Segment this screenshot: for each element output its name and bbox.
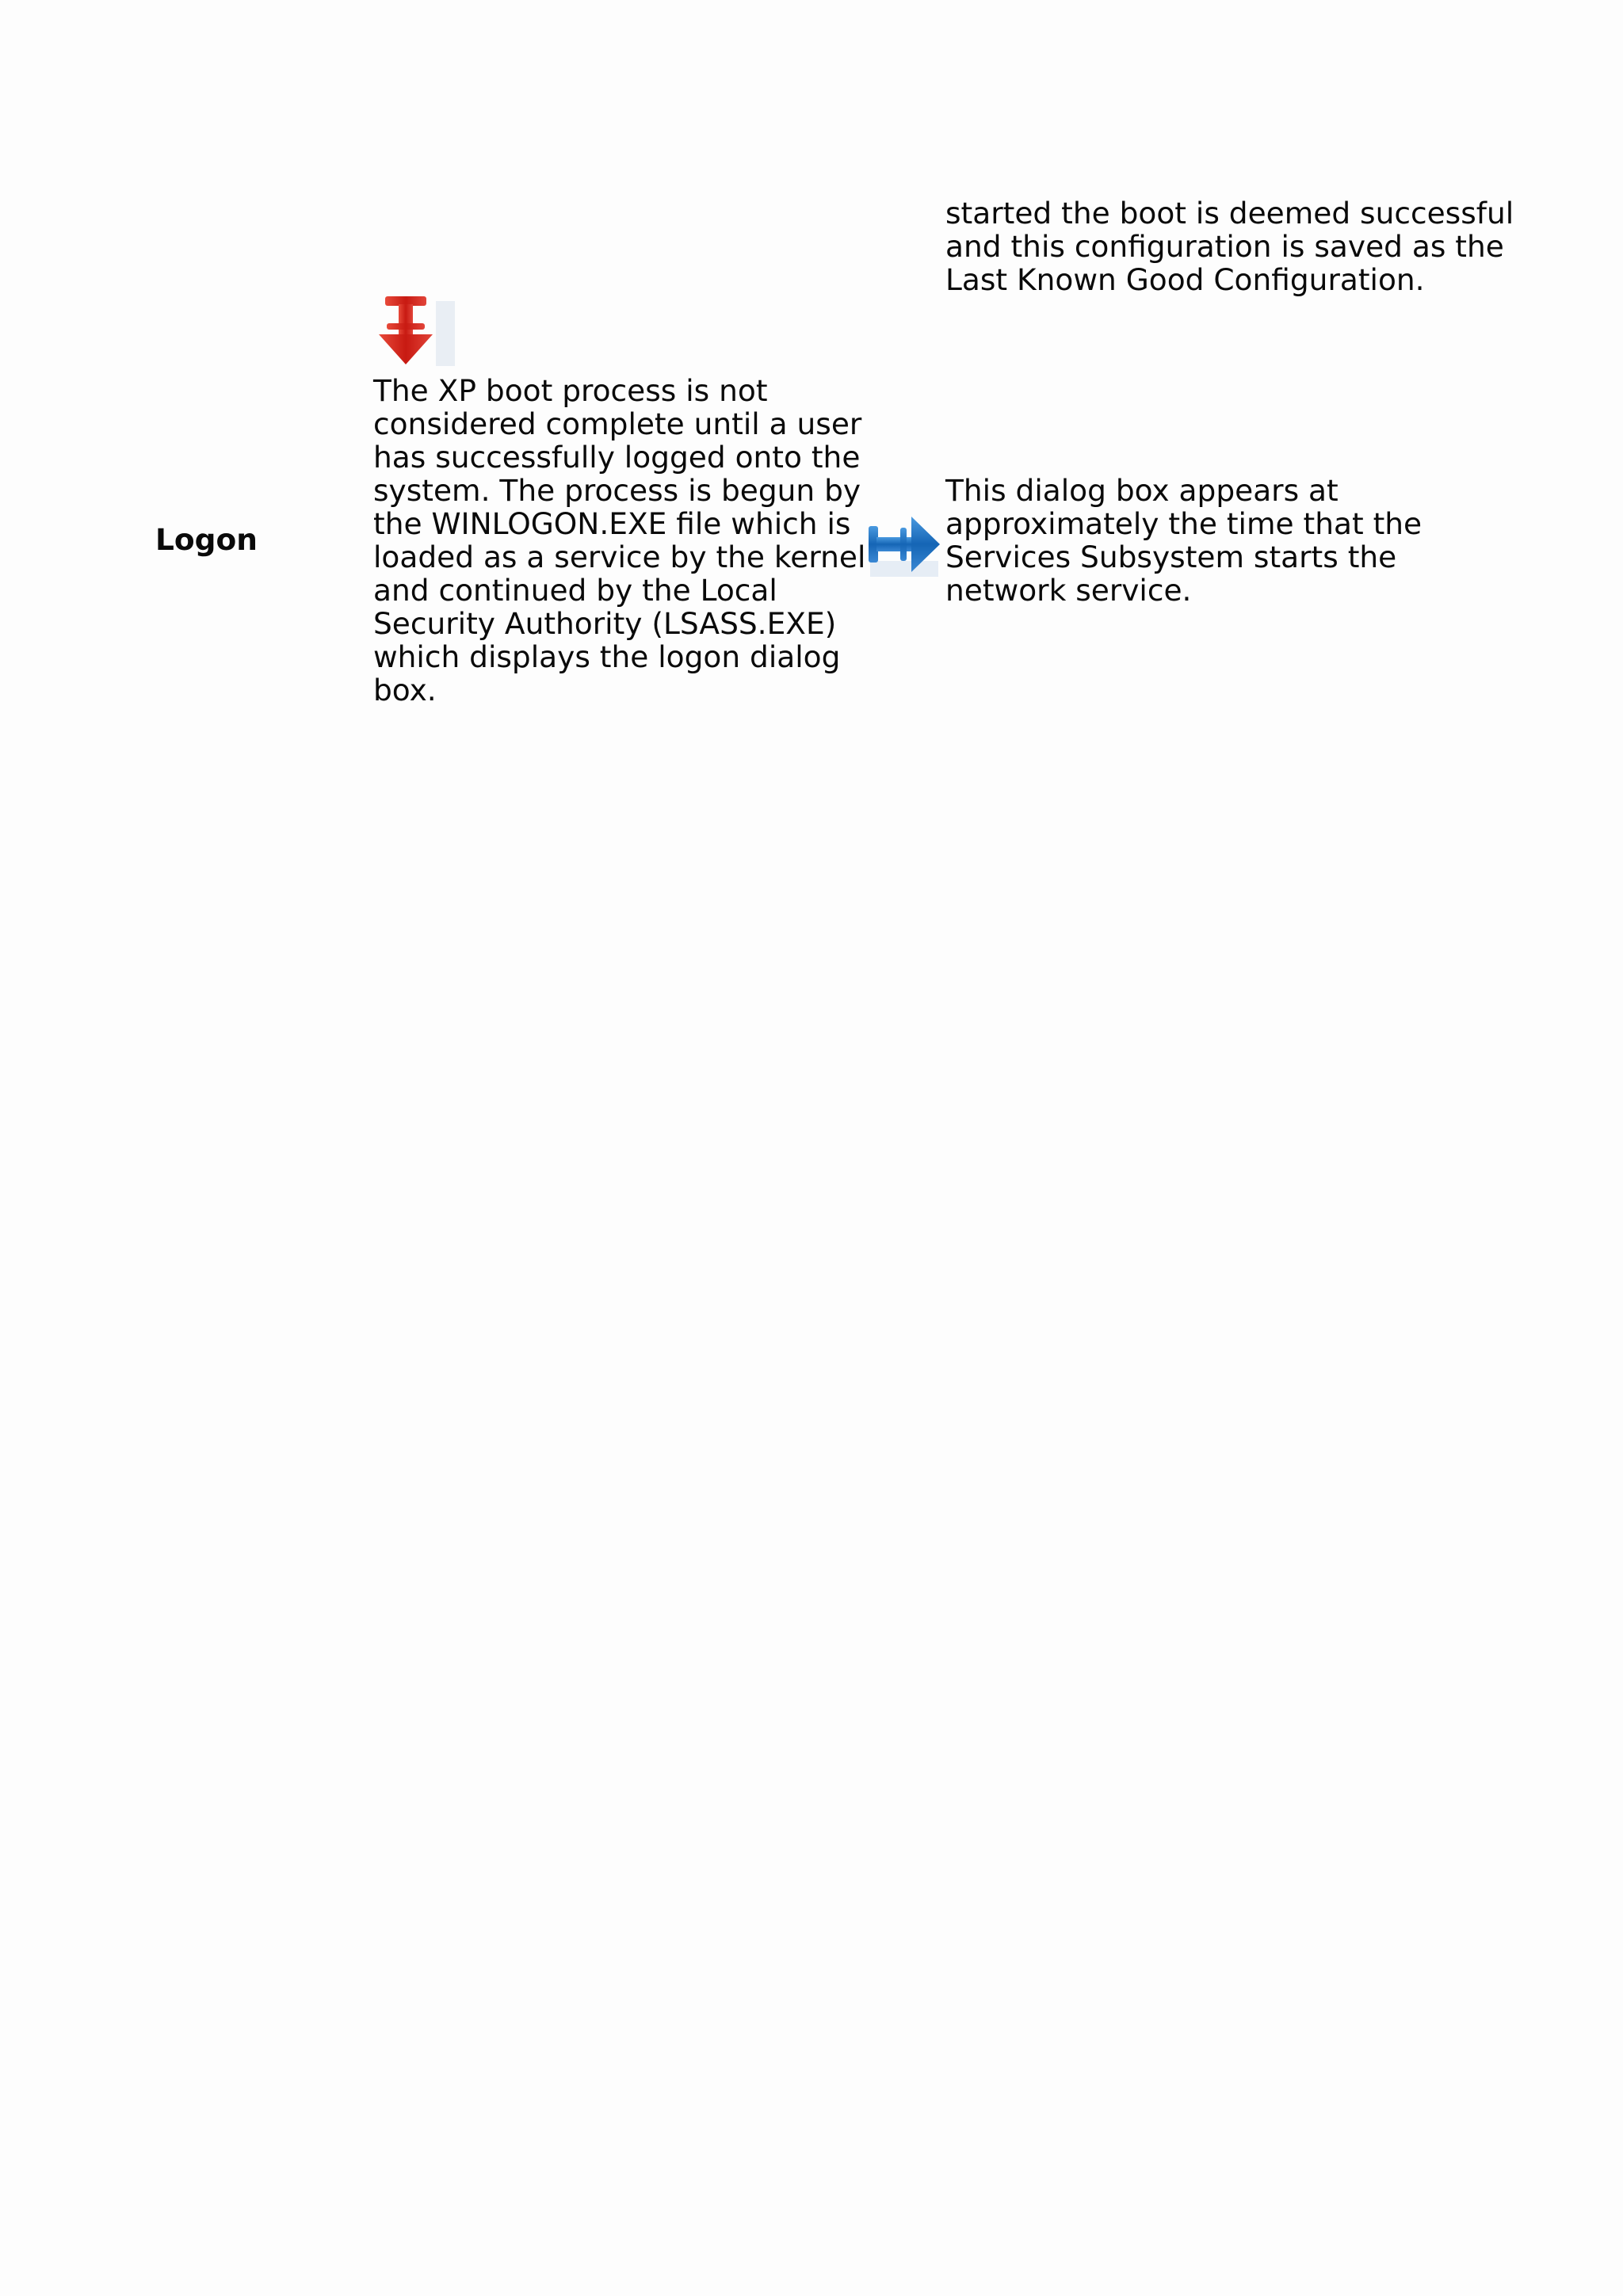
description-line: considered complete until a user xyxy=(373,406,862,441)
note-line: approximately the time that the xyxy=(945,506,1423,541)
logon-description xyxy=(373,374,865,707)
red-down-arrow-icon xyxy=(372,295,456,368)
description-line: the WINLOGON.EXE file which is xyxy=(373,506,851,541)
note-line: This dialog box appears at xyxy=(945,473,1338,508)
description-line: has successfully logged onto the xyxy=(373,440,861,475)
blue-right-arrow-icon xyxy=(865,505,943,580)
description-line: and this configuration is saved as the xyxy=(945,229,1504,264)
description-line: system. The process is begun by xyxy=(373,473,861,508)
description-line: which displays the logon dialog xyxy=(373,639,841,674)
previous-row-description xyxy=(945,196,1514,296)
description-line: and continued by the Local xyxy=(373,573,777,608)
description-line: started the boot is deemed successful xyxy=(945,196,1514,231)
description-line: Last Known Good Configuration. xyxy=(945,262,1425,297)
logon-dialog-note xyxy=(945,474,1422,607)
description-line: The XP boot process is not xyxy=(373,373,768,408)
description-line: box. xyxy=(373,673,437,707)
note-line: Services Subsystem starts the xyxy=(945,540,1397,574)
stage-label: Logon xyxy=(155,522,258,557)
description-line: loaded as a service by the kernel xyxy=(373,540,866,574)
description-line: Security Authority (LSASS.EXE) xyxy=(373,606,837,641)
note-line: network service. xyxy=(945,573,1192,608)
